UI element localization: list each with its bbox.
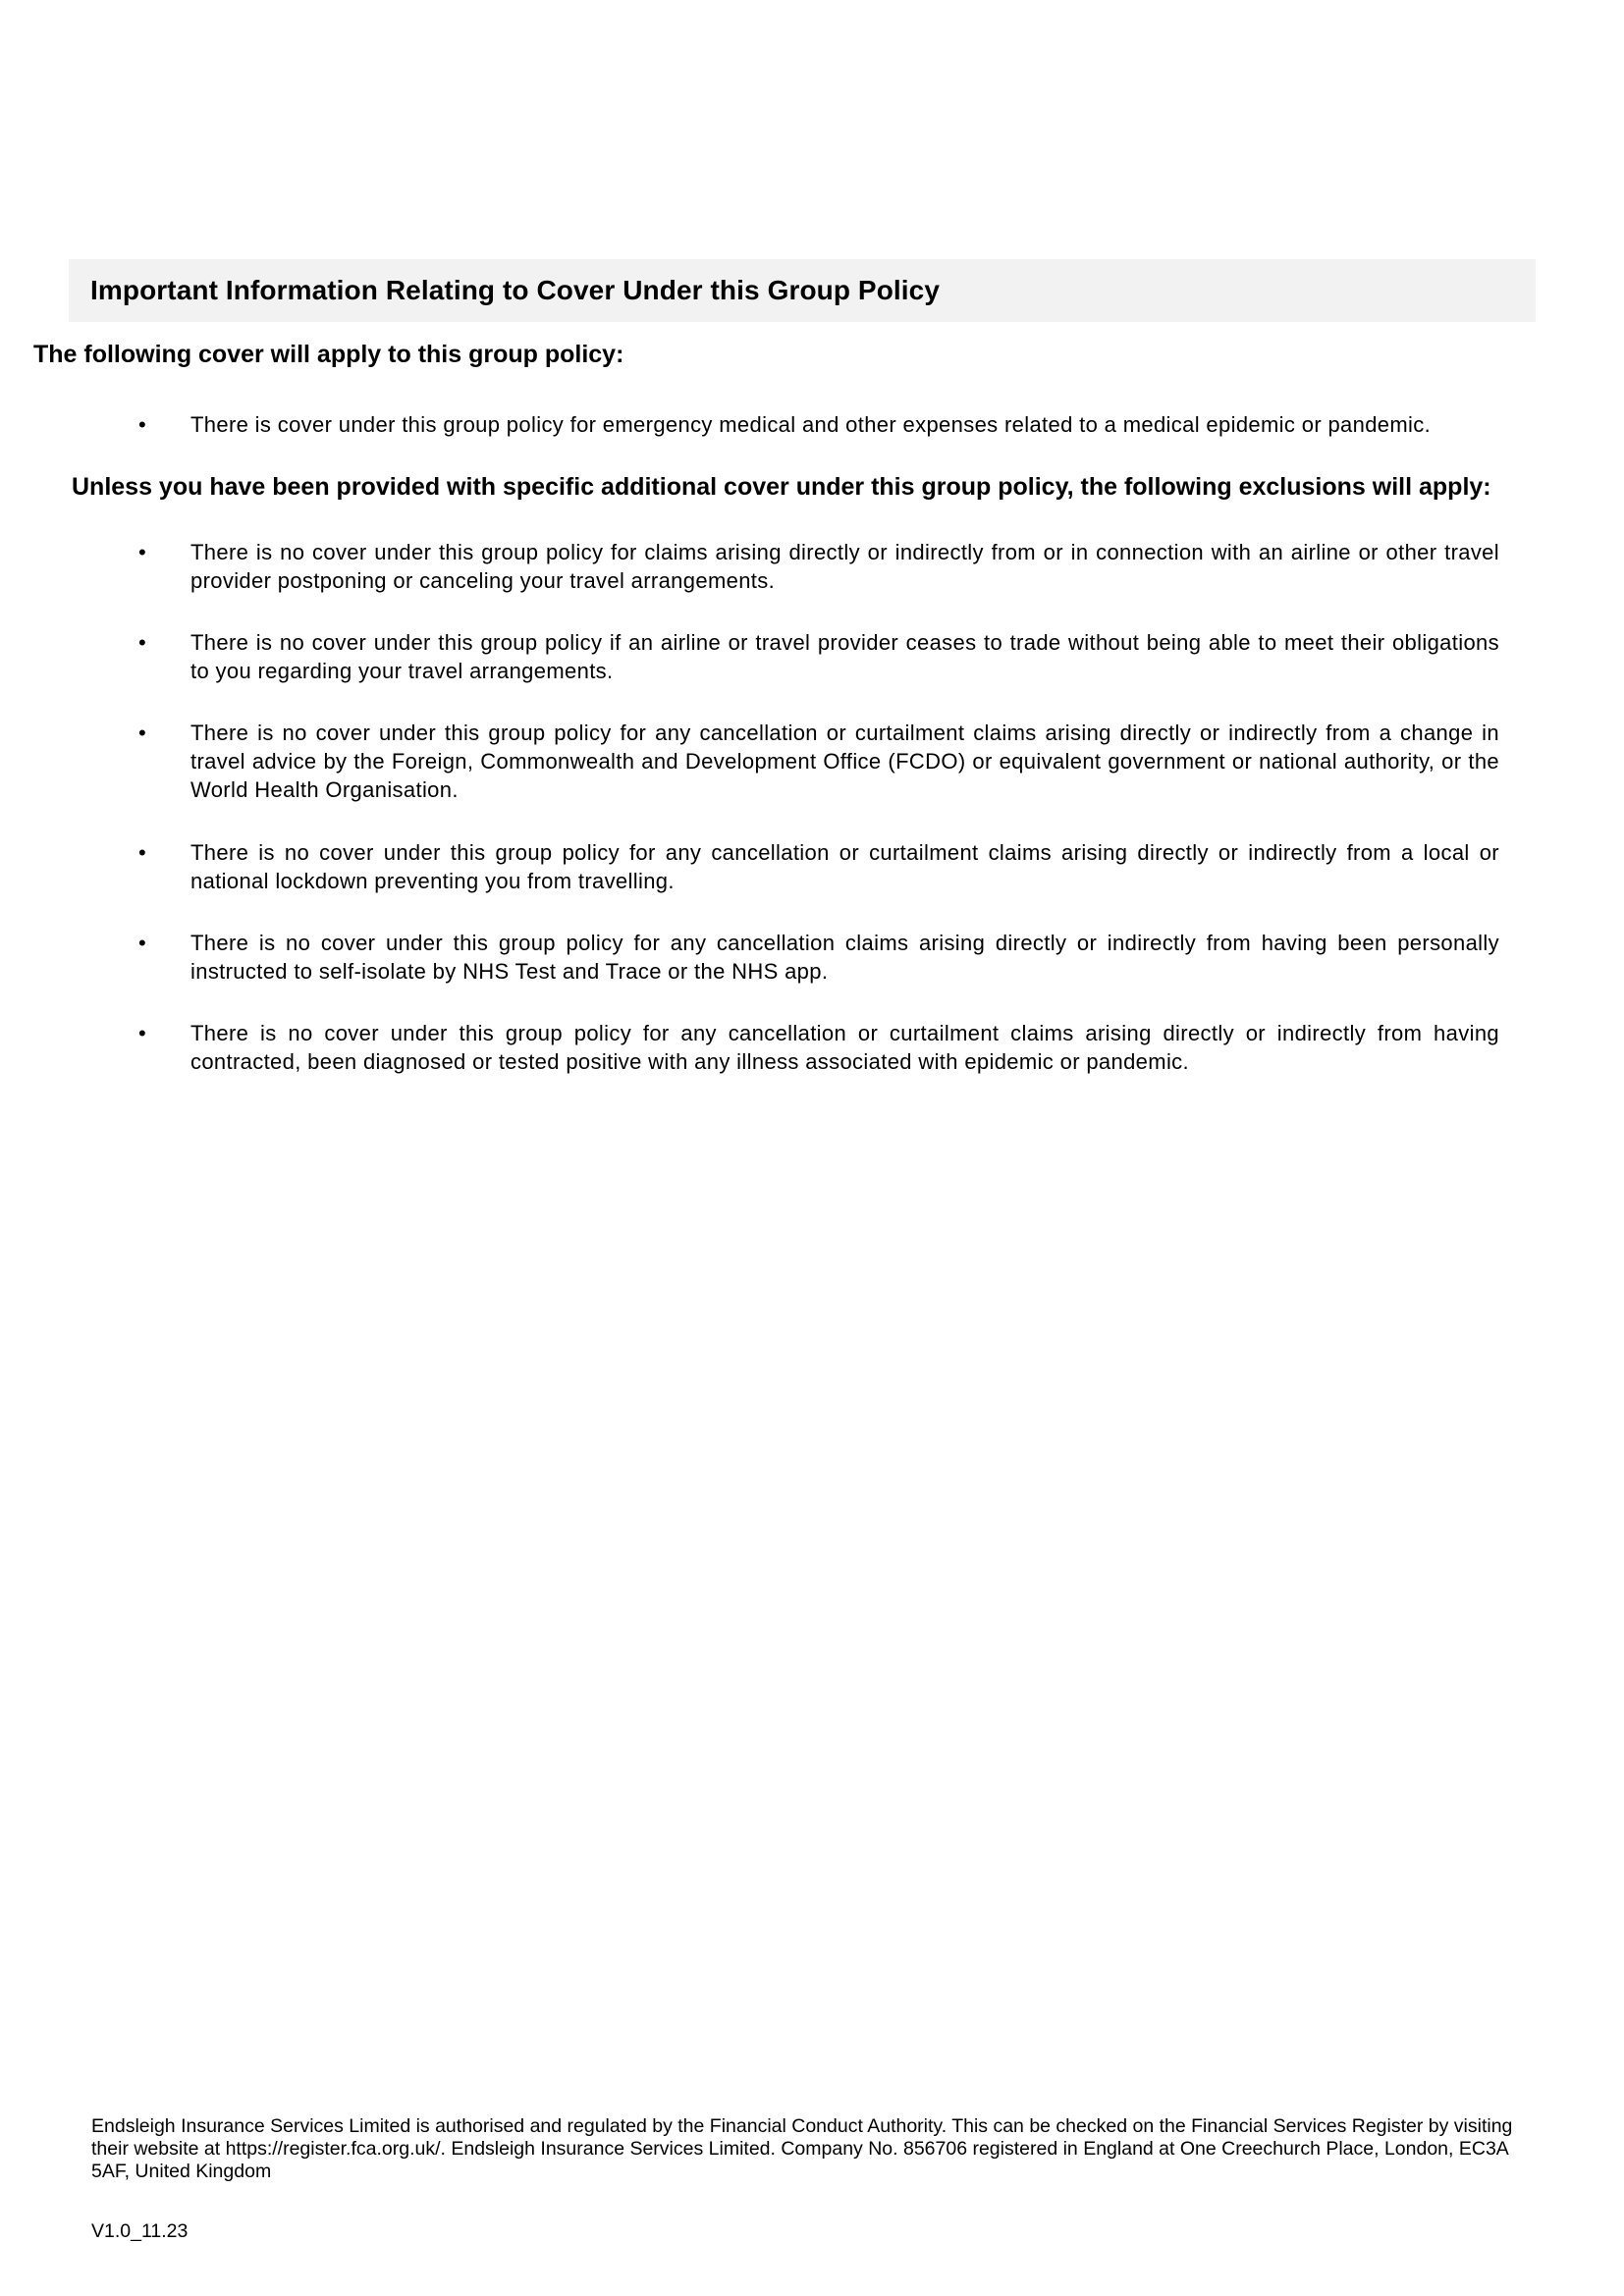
exclusion-item-text: There is no cover under this group policy if an airline or travel provider ceases to trade without being able to meet their obligations to you regarding your travel arrangements. bbox=[190, 630, 1499, 683]
exclusion-item-text: There is no cover under this group policy for any cancellation or curtailment claims arising directly or indirectly from having contracted, been diagnosed or tested positive with any illness associated with epidemic or pandemic. bbox=[190, 1021, 1499, 1074]
exclusion-item-text: There is no cover under this group policy for any cancellation claims arising directly or indirectly from having been personally instructed to self-isolate by NHS Test and Trace or the NHS app. bbox=[190, 931, 1499, 984]
document-version: V1.0_11.23 bbox=[91, 2220, 189, 2242]
exclusion-item-text: There is no cover under this group policy for claims arising directly or indirectly from or in connection with an airline or other travel provider postponing or canceling your travel arrangements. bbox=[190, 540, 1499, 593]
bullet-icon: • bbox=[138, 1021, 146, 1045]
bullet-icon: • bbox=[138, 540, 146, 564]
bullet-icon: • bbox=[138, 721, 146, 745]
exclusions-heading: Unless you have been provided with specific additional cover under this group policy, the following exclusions will apply: bbox=[72, 473, 1491, 501]
page-title: Important Information Relating to Cover Under this Group Policy bbox=[90, 275, 941, 305]
bullet-icon: • bbox=[138, 630, 146, 655]
footer-regulatory-text: Endsleigh Insurance Services Limited is authorised and regulated by the Financial Conduct Authority. This can be checked on the Financial Services Register by visiting their website at https://register.fca.org.uk/. Endsleigh Insurance Services Limited. Company No. 856706 registered in England at One Creechurch Place, London, EC3A 5AF, United Kingdom bbox=[91, 2115, 1513, 2182]
bullet-icon: • bbox=[138, 412, 146, 437]
exclusion-item-text: There is no cover under this group policy for any cancellation or curtailment claims arising directly or indirectly from a local or national lockdown preventing you from travelling. bbox=[190, 840, 1499, 893]
title-band bbox=[69, 259, 1536, 322]
cover-heading: The following cover will apply to this group policy: bbox=[33, 341, 624, 368]
exclusion-item-text: There is no cover under this group policy for any cancellation or curtailment claims arising directly or indirectly from a change in travel advice by the Foreign, Commonwealth and Development Office (FCDO) or equivalent government or national authority, or the World Health Organisation. bbox=[190, 721, 1499, 802]
bullet-icon: • bbox=[138, 840, 146, 865]
cover-item-text: There is cover under this group policy for emergency medical and other expenses related to a medical epidemic or pandemic. bbox=[190, 412, 1432, 437]
bullet-icon: • bbox=[138, 931, 146, 955]
